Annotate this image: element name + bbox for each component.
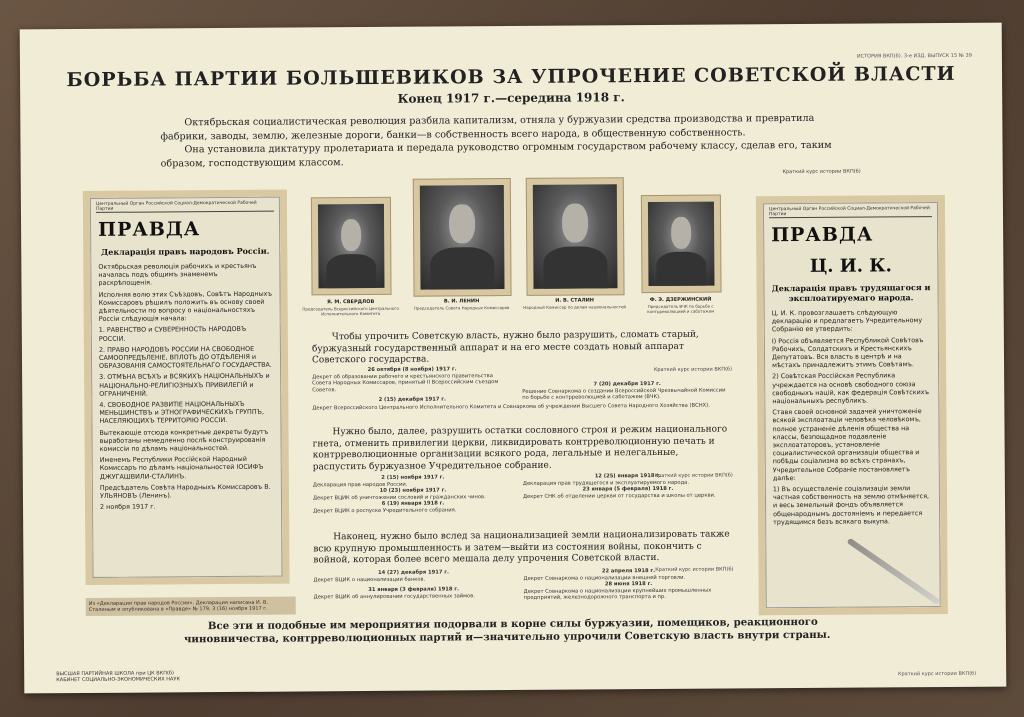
- newspaper-lead: Исполняя волю этих Съѣздовъ, Совѣтъ Народныхъ Комиссаровъ рѣшилъ положить въ основу своей дѣятельности по вопросу о національностяхъ Россіи слѣдующія начала:: [98, 289, 272, 324]
- portrait-name: Ф. Э. ДЗЕРЖИНСКИЙ: [649, 296, 712, 304]
- section-1-source: Краткий курс истории ВКП(б): [653, 365, 733, 373]
- decree-text: Декрет Совнаркома о национализации внешней торговли.: [523, 574, 686, 582]
- poster-title: БОРЬБА ПАРТИИ БОЛЬШЕВИКОВ ЗА УПРОЧЕНИЕ СОВЕТСКОЙ ВЛАСТИ: [66, 62, 956, 92]
- newspaper-paragraph: Ставя своей основной задачей уничтоженіе всякой эксплоатаціи человѣка человѣкомъ, полное устраненіе дѣленія общества на классы, безпощадное подавленіе эксплоататоровъ, установленіе социалистической организаціи общества и побѣды соціализма во всѣхъ странахъ, Учредительное Собраніе постановляетъ далѣе:: [772, 407, 922, 483]
- newspaper-paragraph: I) Россія объявляется Республикой Совѣтовъ Рабочихъ, Солдатскихъ и Крестьянскихъ Депутатовъ. Вся власть в центрѣ и на мѣстахъ принадлежитъ этимъ Совѣтамъ.: [771, 335, 924, 370]
- decree-text: Декларация прав трудящегося и эксплуатируемого народа.: [522, 479, 690, 487]
- decree-text: Декрет Всероссийского Центрального Исполнительного Комитета и Совнаркома об учреждении Высшего Совета Народного Хозяйства (ВСНХ).: [312, 402, 710, 412]
- newspaper-lead: Ц. И. К. провозглашаетъ слѣдующую декларацію и предлагаетъ Учредительному Собранію ее утвердить:: [771, 308, 923, 334]
- decree-date: 22 апреля 1918 г.: [601, 568, 656, 575]
- newspaper-signed: Именемъ Республики Россійской Народный Комиссаръ по дѣламъ національностей ІОСИФЪ ДЖУГАШВИЛИ-СТАЛИНЪ.: [99, 455, 264, 481]
- decree-date: 14 (27) декабря 1917 г.: [378, 569, 449, 576]
- portrait-photo: [318, 204, 385, 288]
- newspaper-item: 3. ОТМѢНА ВСѢХЪ и ВСЯКИХЪ НАЦІОНАЛЬНЫХЪ и НАЦІОНАЛЬНО-РЕЛИГІОЗНЫХЪ ПРИВИЛЕГІЙ и ОГРАНИЧЕНІЙ.: [99, 372, 270, 398]
- portrait-name: Я. М. СВЕРДЛОВ: [326, 298, 375, 306]
- newspaper-item: 1. РАВЕНСТВО и СУВЕРЕННОСТЬ НАРОДОВЪ РОССІИ.: [98, 325, 247, 343]
- decree-text: Декрет ВЦИК об аннулировании государственных займов.: [313, 593, 475, 601]
- decree-date: 28 июня 1918 г.: [604, 581, 653, 588]
- portrait-dzerzhinsky: [641, 195, 722, 294]
- left-newspaper: [83, 190, 290, 613]
- footer-line: КАБИНЕТ СОЦИАЛЬНО-ЭКОНОМИЧЕСКИХ НАУК: [56, 676, 181, 684]
- section-3-paragraph: Наконец, нужно было вслед за национализацией земли национализировать также всю крупную промышленность и затем—выйти из состояния войны, покончить с войной, которая более всего мешала делу упрочения Советской власти.: [313, 529, 730, 566]
- newspaper-body: [772, 308, 933, 526]
- decree-list: [523, 472, 733, 500]
- decree-date: 2 (15) ноября 1917 г.: [381, 474, 445, 481]
- footer-source: Краткий курс истории ВКП(б): [897, 670, 977, 678]
- portrait-photo: [648, 202, 715, 286]
- newspaper-item: 4. СВОБОДНОЕ РАЗВИТІЕ НАЦІОНАЛЬНЫХЪ МЕНЬШИНСТВЪ и ЭТНОГРАФИЧЕСКИХЪ ГРУППЪ, НАСЕЛЯЮЩИХЪ ТЕРРИТОРІЮ РОССІИ.: [99, 399, 264, 426]
- section-2-paragraph: Нужно было, далее, разрушить остатки сословного строя и режим национального гнета, отменить привилегии церкви, ликвидировать контрреволюционную печать и контрреволюционные организации всякого рода, легальные и нелегальные, распустить буржуазное Учредительное собрание.: [312, 424, 728, 472]
- decree-text: Декрет об образовании рабочего и крестьянского правительства Совета Народных Комиссаров, принятый II Всероссийским съездом Советов.: [312, 372, 499, 394]
- portrait-role: Народный Комиссар по делам национальностей: [523, 304, 627, 310]
- section-2-source: Краткий курс истории ВКП(б): [654, 472, 733, 480]
- decree-list: [312, 366, 512, 404]
- corner-note: ИСТОРИЯ ВКП(б). 3-е ИЗД. ВЫПУСК 15 № 39: [856, 52, 972, 60]
- decree-list: [522, 380, 732, 401]
- newspaper-after: Вытекающіе отсюда конкретные декреты будутъ выработаны немедленно послѣ конструированія комиссіи по дѣламъ національностей.: [99, 427, 269, 453]
- right-newspaper: [756, 195, 948, 615]
- newspaper-header: Центральный Орган Российской Социал-Демократической Рабочей Партии: [96, 201, 274, 213]
- decree-list: [313, 474, 513, 515]
- decree-list: [313, 569, 513, 601]
- decree-text: Декларация прав народов России.: [312, 481, 408, 488]
- decree-date: 10 (23) ноября 1917 г.: [379, 487, 447, 495]
- portrait-lenin: [413, 178, 512, 297]
- portrait-role: Председатель Всероссийского Центрального Исполнительного Комитета: [302, 305, 399, 317]
- decree-text: Декрет ВЦИК об уничтожении сословий и гражданских чинов.: [312, 493, 486, 502]
- portrait-role: Председатель Совета Народных Комиссаров: [413, 305, 510, 311]
- portrait-name: В. И. ЛЕНИН: [443, 298, 480, 305]
- newspaper-masthead: ПРАВДА: [98, 218, 201, 241]
- decree-date: 6 (19) января 1918 г.: [381, 500, 445, 508]
- decree-date: 23 января (5 февраля) 1918 г.: [582, 486, 674, 493]
- newspaper-signed: Предсѣдатель Совѣта Народныхъ Комиссаровъ В. УЛЬЯНОВЪ (Ленинъ).: [99, 482, 271, 500]
- portrait-role: Председатель ВЧК по борьбе с контрреволюцией и саботажем: [647, 303, 715, 315]
- intro-paragraph-1: Октябрьская социалистическая революция разбила капитализм, отняла у буржуазии средства производства и превратила фабрики, заводы, землю, железные дороги, банки—в собственность всего народа, в общественную собственность.: [160, 112, 815, 142]
- conclusion-text: [184, 616, 834, 647]
- newspaper-header: Центральный Орган Российской Социал-Демократической Рабочей Партии: [769, 206, 932, 218]
- decree-date: 26 октября (8 ноября) 1917 г.: [367, 366, 457, 374]
- poster-subtitle: Конец 1917 г.—середина 1918 г.: [397, 90, 625, 106]
- decree-text: Декрет СНК об отделении церкви от государства и школы от церкви.: [522, 492, 716, 500]
- section-3-source: Краткий курс истории ВКП(б): [655, 565, 734, 573]
- decree-date: 2 (15) декабря 1917 г.: [378, 396, 446, 404]
- conclusion-paragraph: Все эти и подобные им мероприятия подорвали в корне силы буржуазии, помещиков, реакционного чиновничества, контрреволюционных партий и—значительно упрочили Советскую власть внутри страны.: [183, 615, 831, 646]
- intro-paragraph-2: Она установила диктатуру пролетариата и передала руководство огромным государством рабочему классу, сделав его, таким образом, господствующим классом.: [160, 139, 832, 169]
- portrait-name: И. В. СТАЛИН: [555, 297, 594, 304]
- decree-date: 12 (25) января 1918 г.: [594, 472, 661, 480]
- newspaper-item: 2. ПРАВО НАРОДОВЪ РОССИИ НА СВОБОДНОЕ САМООПРЕДѢЛЕНІЕ, ВПЛОТЬ ДО ОТДѢЛЕНІЯ и ОБРАЗОВАНІЯ САМОСТОЯТЕЛЬНАГО ГОСУДАРСТВА.: [98, 344, 272, 371]
- portrait-photo: [533, 184, 618, 289]
- poster: [20, 23, 1007, 694]
- cik-heading: Ц. И. К.: [809, 255, 892, 277]
- newspaper-paragraph: 1) Въ осуществленіе соціализаціи земли частная собственность на землю отмѣняется, и весь земельный фондъ объявляется общенароднымъ достояніемъ и передается трудящимся безъ всякаго выкупа.: [772, 484, 930, 527]
- decree-text: Декрет ВЦИК о роспуске Учредительного собрания.: [313, 507, 457, 515]
- decree-date: 31 января (3 февраля) 1918 г.: [368, 586, 460, 594]
- decree-list: [523, 567, 733, 601]
- intro-text: [160, 112, 860, 184]
- intro-source: Краткий курс истории ВКП(б): [782, 168, 861, 176]
- decree-date: 7 (20) декабря 1917 г.: [593, 380, 661, 388]
- decree-text: Решение Совнаркома о создании Всероссийской Чрезвычайной Комиссии по борьбе с контрреволюцией и саботажем (ВЧК).: [522, 387, 726, 402]
- portrait-stalin: [526, 177, 625, 296]
- footer-line: ВЫСШАЯ ПАРТИЙНАЯ ШКОЛА при ЦК ВКП(б): [56, 670, 174, 678]
- newspaper-paragraph: 2) Совѣтская Россійская Республика учреждается на основѣ свободного союза свободныхъ націй, как федерація Совѣтскихъ національныхъ республикъ.: [772, 371, 930, 406]
- newspaper-heading: Декларація правъ трудящагося и эксплоатируемаго народа.: [771, 282, 931, 304]
- section-1-paragraph: Чтобы упрочить Советскую власть, нужно было разрушить, сломать старый, буржуазный государственный аппарат и на его месте создать новый аппарат Советского государства.: [311, 329, 699, 366]
- portrait-photo: [420, 185, 505, 290]
- newspaper-caption: Из «Декларации прав народов России». Декларация написана И. В. Сталиным и опубликована в «Правде» № 179, 3 (16) ноября 1917 г.: [86, 597, 296, 616]
- newspaper-heading: Декларація правъ народовъ Россіи.: [101, 245, 270, 257]
- footer-publisher: [56, 670, 180, 683]
- decree-text: Декрет Совнаркома о национализации крупнейших промышленных предприятий, железнодорожного транспорта и пр.: [523, 587, 712, 602]
- newspaper-intro: Октябрьская революція рабочихъ и крестьянъ началась подъ общимъ знаменемъ раскрѣпощенія.: [98, 261, 257, 288]
- portrait-sverdlov: [311, 197, 392, 296]
- newspaper-body: [98, 262, 274, 512]
- newspaper-date: 2 ноября 1917 г.: [100, 502, 156, 512]
- decree-text: Декрет ВЦИК о национализации банков.: [313, 576, 426, 583]
- newspaper-masthead: ПРАВДА: [771, 223, 874, 247]
